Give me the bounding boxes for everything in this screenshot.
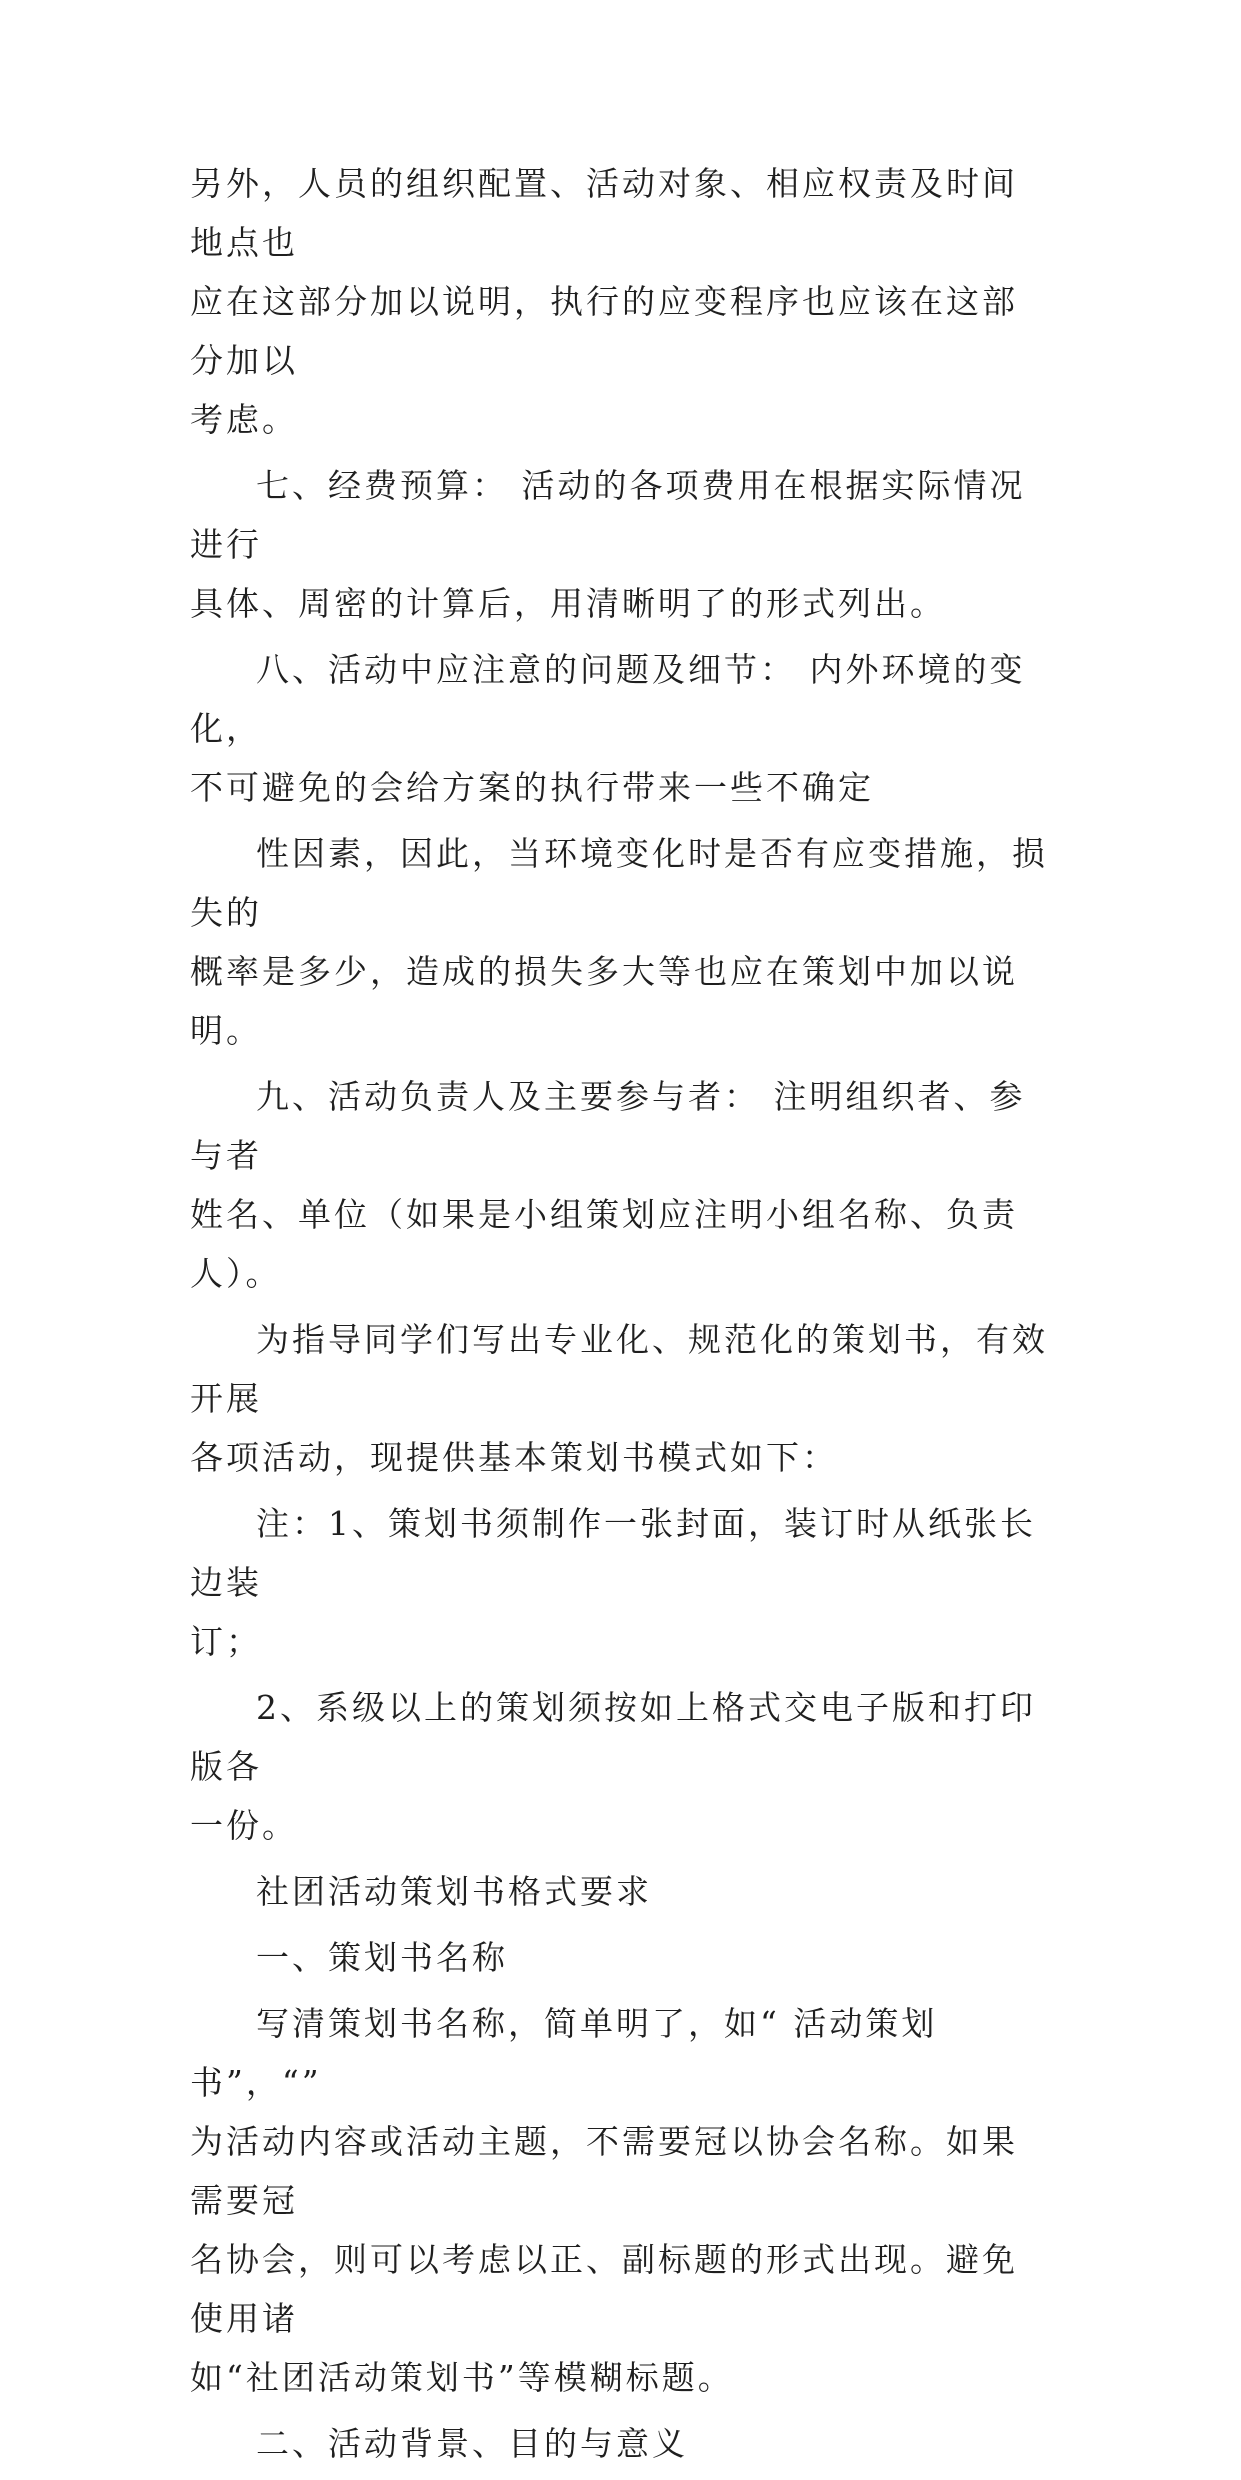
paragraph-note-2 [190, 1678, 1050, 1855]
text-line: 为指导同学们写出专业化、规范化的策划书，有效开展 [190, 1320, 1048, 1418]
text-line: 各项活动，现提供基本策划书模式如下： [190, 1438, 838, 1477]
text-line: 写清策划书名称，简单明了，如“ 活动策划书”，“” [190, 2004, 938, 2102]
text-line: 为活动内容或活动主题，不需要冠以协会名称。如果需要冠 [190, 2122, 1018, 2220]
text-line: 考虑。 [190, 400, 298, 439]
paragraph-responsible [190, 1067, 1050, 1303]
paragraph-note-1 [190, 1494, 1050, 1671]
section-heading-name [190, 1928, 1050, 1987]
paragraph-staffing [190, 154, 1050, 449]
paragraph-uncertainty [190, 824, 1050, 1060]
text-line: 性因素，因此，当环境变化时是否有应变措施，损失的 [190, 834, 1048, 932]
text-line: 概率是多少，造成的损失多大等也应在策划中加以说明。 [190, 952, 1018, 1050]
text-line: 订； [190, 1622, 262, 1661]
text-line: 姓名、单位（如果是小组策划应注明小组名称、负责人）。 [190, 1195, 1018, 1293]
text-line: 不可避免的会给方案的执行带来一些不确定 [190, 768, 874, 807]
text-line: 2、系级以上的策划须按如上格式交电子版和打印版各 [190, 1688, 1036, 1786]
text-line: 具体、周密的计算后，用清晰明了的形式列出。 [190, 584, 946, 623]
document-body [190, 154, 1050, 2480]
text-line: 如“社团活动策划书”等模糊标题。 [190, 2358, 734, 2397]
paragraph-budget [190, 456, 1050, 633]
text-line: 名协会，则可以考虑以正、副标题的形式出现。避免使用诸 [190, 2240, 1018, 2338]
paragraph-name-rules [190, 1994, 1050, 2407]
paragraph-guidance [190, 1310, 1050, 1487]
section-heading-background [190, 2414, 1050, 2473]
text-line: 九、活动负责人及主要参与者： 注明组织者、参与者 [190, 1077, 1026, 1175]
text-line: 八、活动中应注意的问题及细节： 内外环境的变化， [190, 650, 1026, 748]
text-line: 注：1、策划书须制作一张封面，装订时从纸张长边装 [190, 1504, 1036, 1602]
text-line: 一、策划书名称 [256, 1938, 508, 1977]
text-line: 社团活动策划书格式要求 [256, 1872, 652, 1911]
section-heading-format [190, 1862, 1050, 1921]
text-line: 一份。 [190, 1806, 298, 1845]
text-line: 应在这部分加以说明，执行的应变程序也应该在这部分加以 [190, 282, 1018, 380]
text-line: 七、经费预算： 活动的各项费用在根据实际情况进行 [190, 466, 1026, 564]
paragraph-issues [190, 640, 1050, 817]
text-line: 另外，人员的组织配置、活动对象、相应权责及时间地点也 [190, 164, 1018, 262]
text-line: 二、活动背景、目的与意义 [256, 2424, 688, 2463]
